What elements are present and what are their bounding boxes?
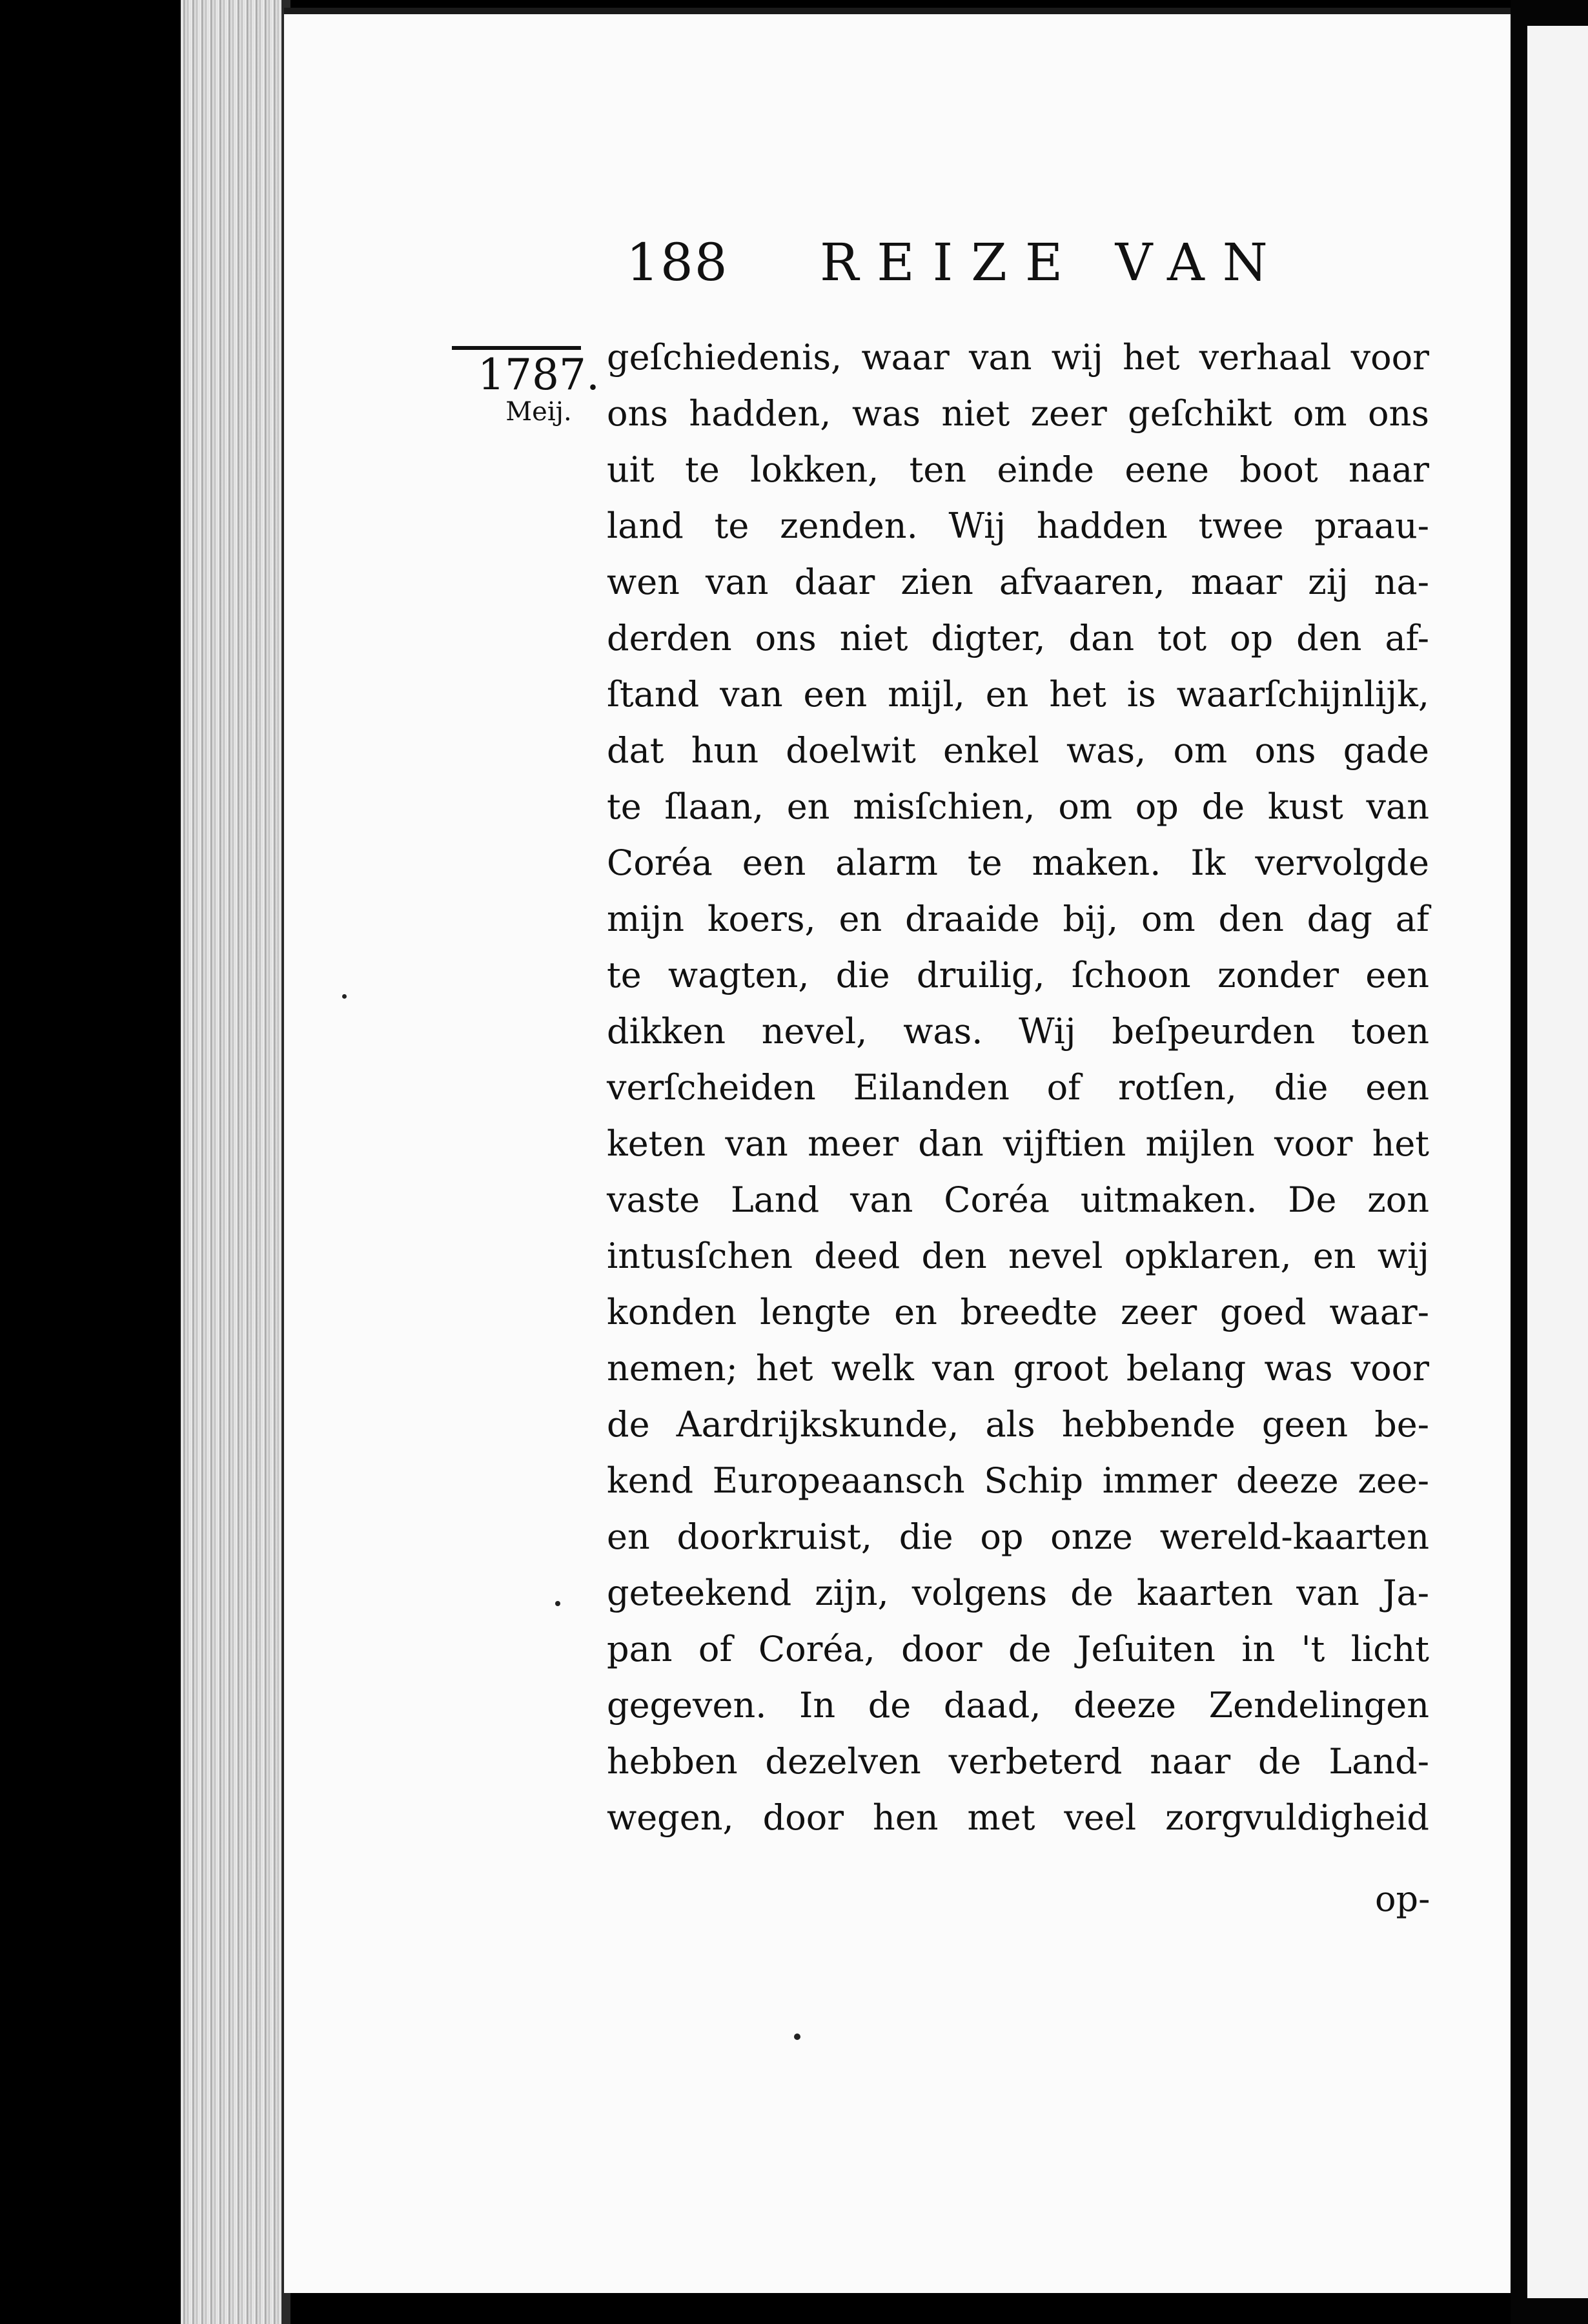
left-page-edges [181,0,290,2324]
text-line: intusſchen deed den nevel opklaren, en wij [607,1236,1429,1276]
running-title: REIZE VAN [820,232,1286,292]
text-line: geſchiedenis, waar van wij het verhaal voor [607,337,1429,378]
text-line: ſtand van een mijl, en het is waarſchijnlijk, [607,674,1429,715]
ink-speck [794,2034,800,2040]
text-line: gegeven. In de daad, deeze Zendelingen [607,1685,1429,1726]
catchword: op- [1375,1879,1430,1919]
text-line: mijn koers, en draaide bij, om den dag af [607,899,1429,939]
facing-page-edge [1511,0,1588,2324]
text-line: en doorkruist, die op onze wereld-kaarten [607,1516,1429,1557]
text-line: konden lengte en breedte zeer goed waar- [607,1292,1429,1332]
margin-note [478,350,600,427]
text-line: geteekend zijn, volgens de kaarten van Ja- [607,1573,1429,1613]
text-line: te wagten, die druilig, ſchoon zonder een [607,955,1429,995]
margin-year: 1787. [478,350,600,400]
page-number: 188 [626,232,729,292]
text-line: de Aardrijkskunde, als hebbende geen be- [607,1404,1429,1445]
text-line: pan of Coréa, door de Jeſuiten in 't licht [607,1629,1429,1669]
text-line: derden ons niet digter, dan tot op den af- [607,618,1429,658]
text-line: ons hadden, was niet zeer geſchikt om ons [607,393,1429,434]
text-line: wen van daar zien afvaaren, maar zij na- [607,562,1429,602]
ink-speck [555,1601,560,1606]
text-line: dikken nevel, was. Wij beſpeurden toen [607,1011,1429,1052]
text-line: te ſlaan, en misſchien, om op de kust van [607,786,1429,827]
text-line: land te zenden. Wij hadden twee praau- [607,505,1429,546]
text-line: hebben dezelven verbeterd naar de Land- [607,1741,1429,1782]
text-line: uit te lokken, ten einde eene boot naar [607,449,1429,490]
text-line: verſcheiden Eilanden of rotſen, die een [607,1067,1429,1108]
text-line: keten van meer dan vijftien mijlen voor het [607,1123,1429,1164]
text-line: vaste Land van Coréa uitmaken. De zon [607,1179,1429,1220]
text-line: wegen, door hen met veel zorgvuldigheid [607,1797,1429,1838]
text-line: dat hun doelwit enkel was, om ons gade [607,730,1429,771]
text-line: kend Europeaansch Schip immer deeze zee- [607,1460,1429,1501]
text-line: Coréa een alarm te maken. Ik vervolgde [607,842,1429,883]
text-line: nemen; het welk van groot belang was voor [607,1348,1429,1389]
body-text [607,329,1429,1846]
margin-month: Meij. [505,397,572,427]
ink-speck [342,994,347,999]
